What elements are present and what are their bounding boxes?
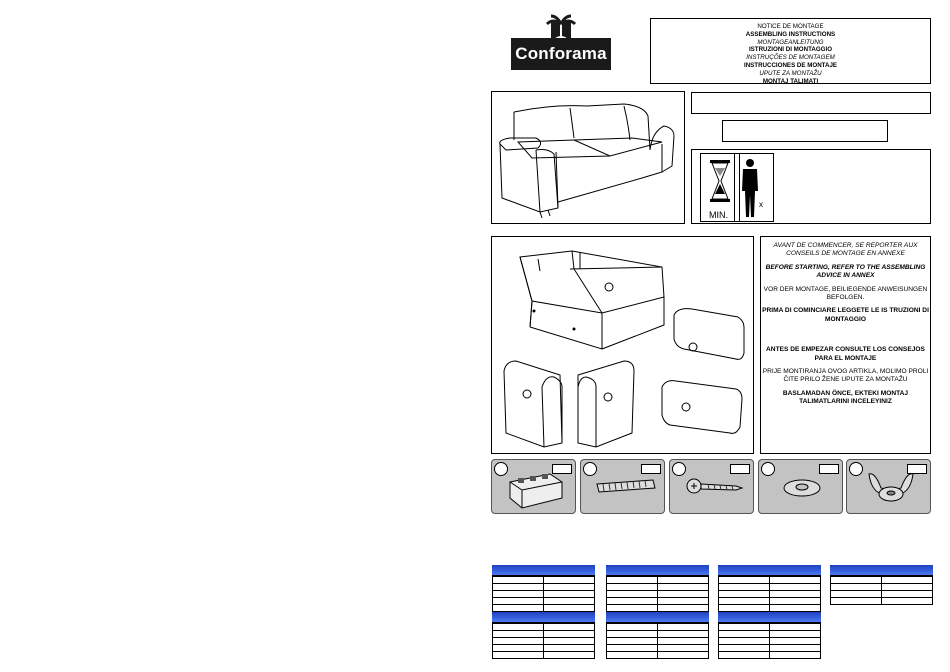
hardware-washer: [758, 459, 843, 514]
part-marker: [583, 462, 597, 476]
legend-grid: [830, 576, 933, 605]
sofa-drawing: [492, 92, 684, 223]
legend-table: [830, 565, 933, 605]
quantity-tag: [641, 464, 661, 474]
requirements-box: [691, 149, 931, 224]
person-icon: [739, 157, 761, 219]
instruction-fr: AVANT DE COMMENCER, SE REPORTER AUX CONSEILS DE MONTAGE EN ANNEXE: [773, 242, 918, 258]
brand-name: Conforama: [511, 38, 611, 70]
legend-table: [492, 612, 595, 659]
legend-table-header: [606, 565, 709, 576]
notice-line: ISTRUZIONI DI MONTAGGIO: [748, 46, 833, 54]
legend-table-header: [830, 565, 933, 576]
palm-tree-icon: [541, 10, 581, 40]
legend-table: [606, 565, 709, 612]
instruction-de: VOR DER MONTAGE, BEILIEGENDE ANWEISUNGEN BEFOLGEN.: [763, 285, 928, 302]
notice-line: MONTAGEANLEITUNG: [757, 38, 824, 46]
washer-icon: [781, 474, 823, 502]
instructions-panel: [760, 236, 931, 454]
instruction-it: PRIMA DI COMINCIARE LEGGETE LE IS TRUZIONI DI MONTAGGIO: [762, 307, 929, 323]
legend-table-header: [492, 612, 595, 623]
legend-table-header: [718, 565, 821, 576]
legend-table: [492, 565, 595, 612]
legend-grid: [606, 576, 709, 612]
legend-table-header: [492, 565, 595, 576]
instruction-tr: BASLAMADAN ÖNCE, EKTEKI MONTAJ TALIMATLARINI INCELEYINIZ: [782, 389, 909, 406]
notice-line: INSTRUÇÕES DE MONTAGEM: [746, 54, 835, 62]
part-marker: [761, 462, 775, 476]
instruction-hr: PRIJE MONTIRANJA OVOG ARTIKLA, MOLIMO PROLI ČITE PRILO ŽENE UPUTE ZA MONTAŽU: [762, 368, 929, 384]
legend-table: [718, 565, 821, 612]
notice-line: UPUTE ZA MONTAŽU: [759, 69, 822, 77]
persons-label: x: [759, 200, 763, 209]
hourglass-icon: [707, 158, 733, 204]
threaded-rod-icon: [595, 476, 657, 498]
legend-table: [718, 612, 821, 659]
hardware-connector-block: [491, 459, 576, 514]
legend-table-header: [606, 612, 709, 623]
persons-panel: [734, 153, 774, 222]
conforama-logo: [511, 10, 611, 70]
subtitle-box: [722, 120, 888, 142]
legend-table: [606, 612, 709, 659]
hardware-wing-nut: [846, 459, 931, 514]
legend-grid: [492, 576, 595, 612]
screw-icon: [684, 474, 744, 500]
legend-grid: [718, 623, 821, 659]
legend-grid: [492, 623, 595, 659]
quantity-tag: [819, 464, 839, 474]
legend-table-header: [718, 612, 821, 623]
sofa-illustration: [491, 91, 685, 224]
quantity-tag: [730, 464, 750, 474]
notice-line: MONTAJ TALIMATI: [762, 77, 819, 85]
instruction-es: ANTES DE EMPEZAR CONSULTE LOS CONSEJOS PARA EL MONTAJE: [766, 346, 925, 362]
title-box: [691, 92, 931, 114]
notice-line: INSTRUCCIONES DE MONTAJE: [743, 61, 838, 69]
notice-line: NOTICE DE MONTAGE: [757, 23, 824, 30]
hardware-screw: [669, 459, 754, 514]
time-label: MIN.: [709, 210, 728, 220]
instruction-en: BEFORE STARTING, REFER TO THE ASSEMBLING ADVICE IN ANNEX: [765, 263, 926, 280]
connector-block-icon: [504, 468, 566, 512]
parts-drawing: [492, 237, 753, 453]
hardware-threaded-rod: [580, 459, 665, 514]
notice-header: [650, 18, 931, 84]
part-marker: [849, 462, 863, 476]
parts-panel: [491, 236, 754, 454]
legend-grid: [718, 576, 821, 612]
notice-line: ASSEMBLING INSTRUCTIONS: [745, 30, 836, 38]
wing-nut-icon: [865, 470, 917, 508]
legend-grid: [606, 623, 709, 659]
